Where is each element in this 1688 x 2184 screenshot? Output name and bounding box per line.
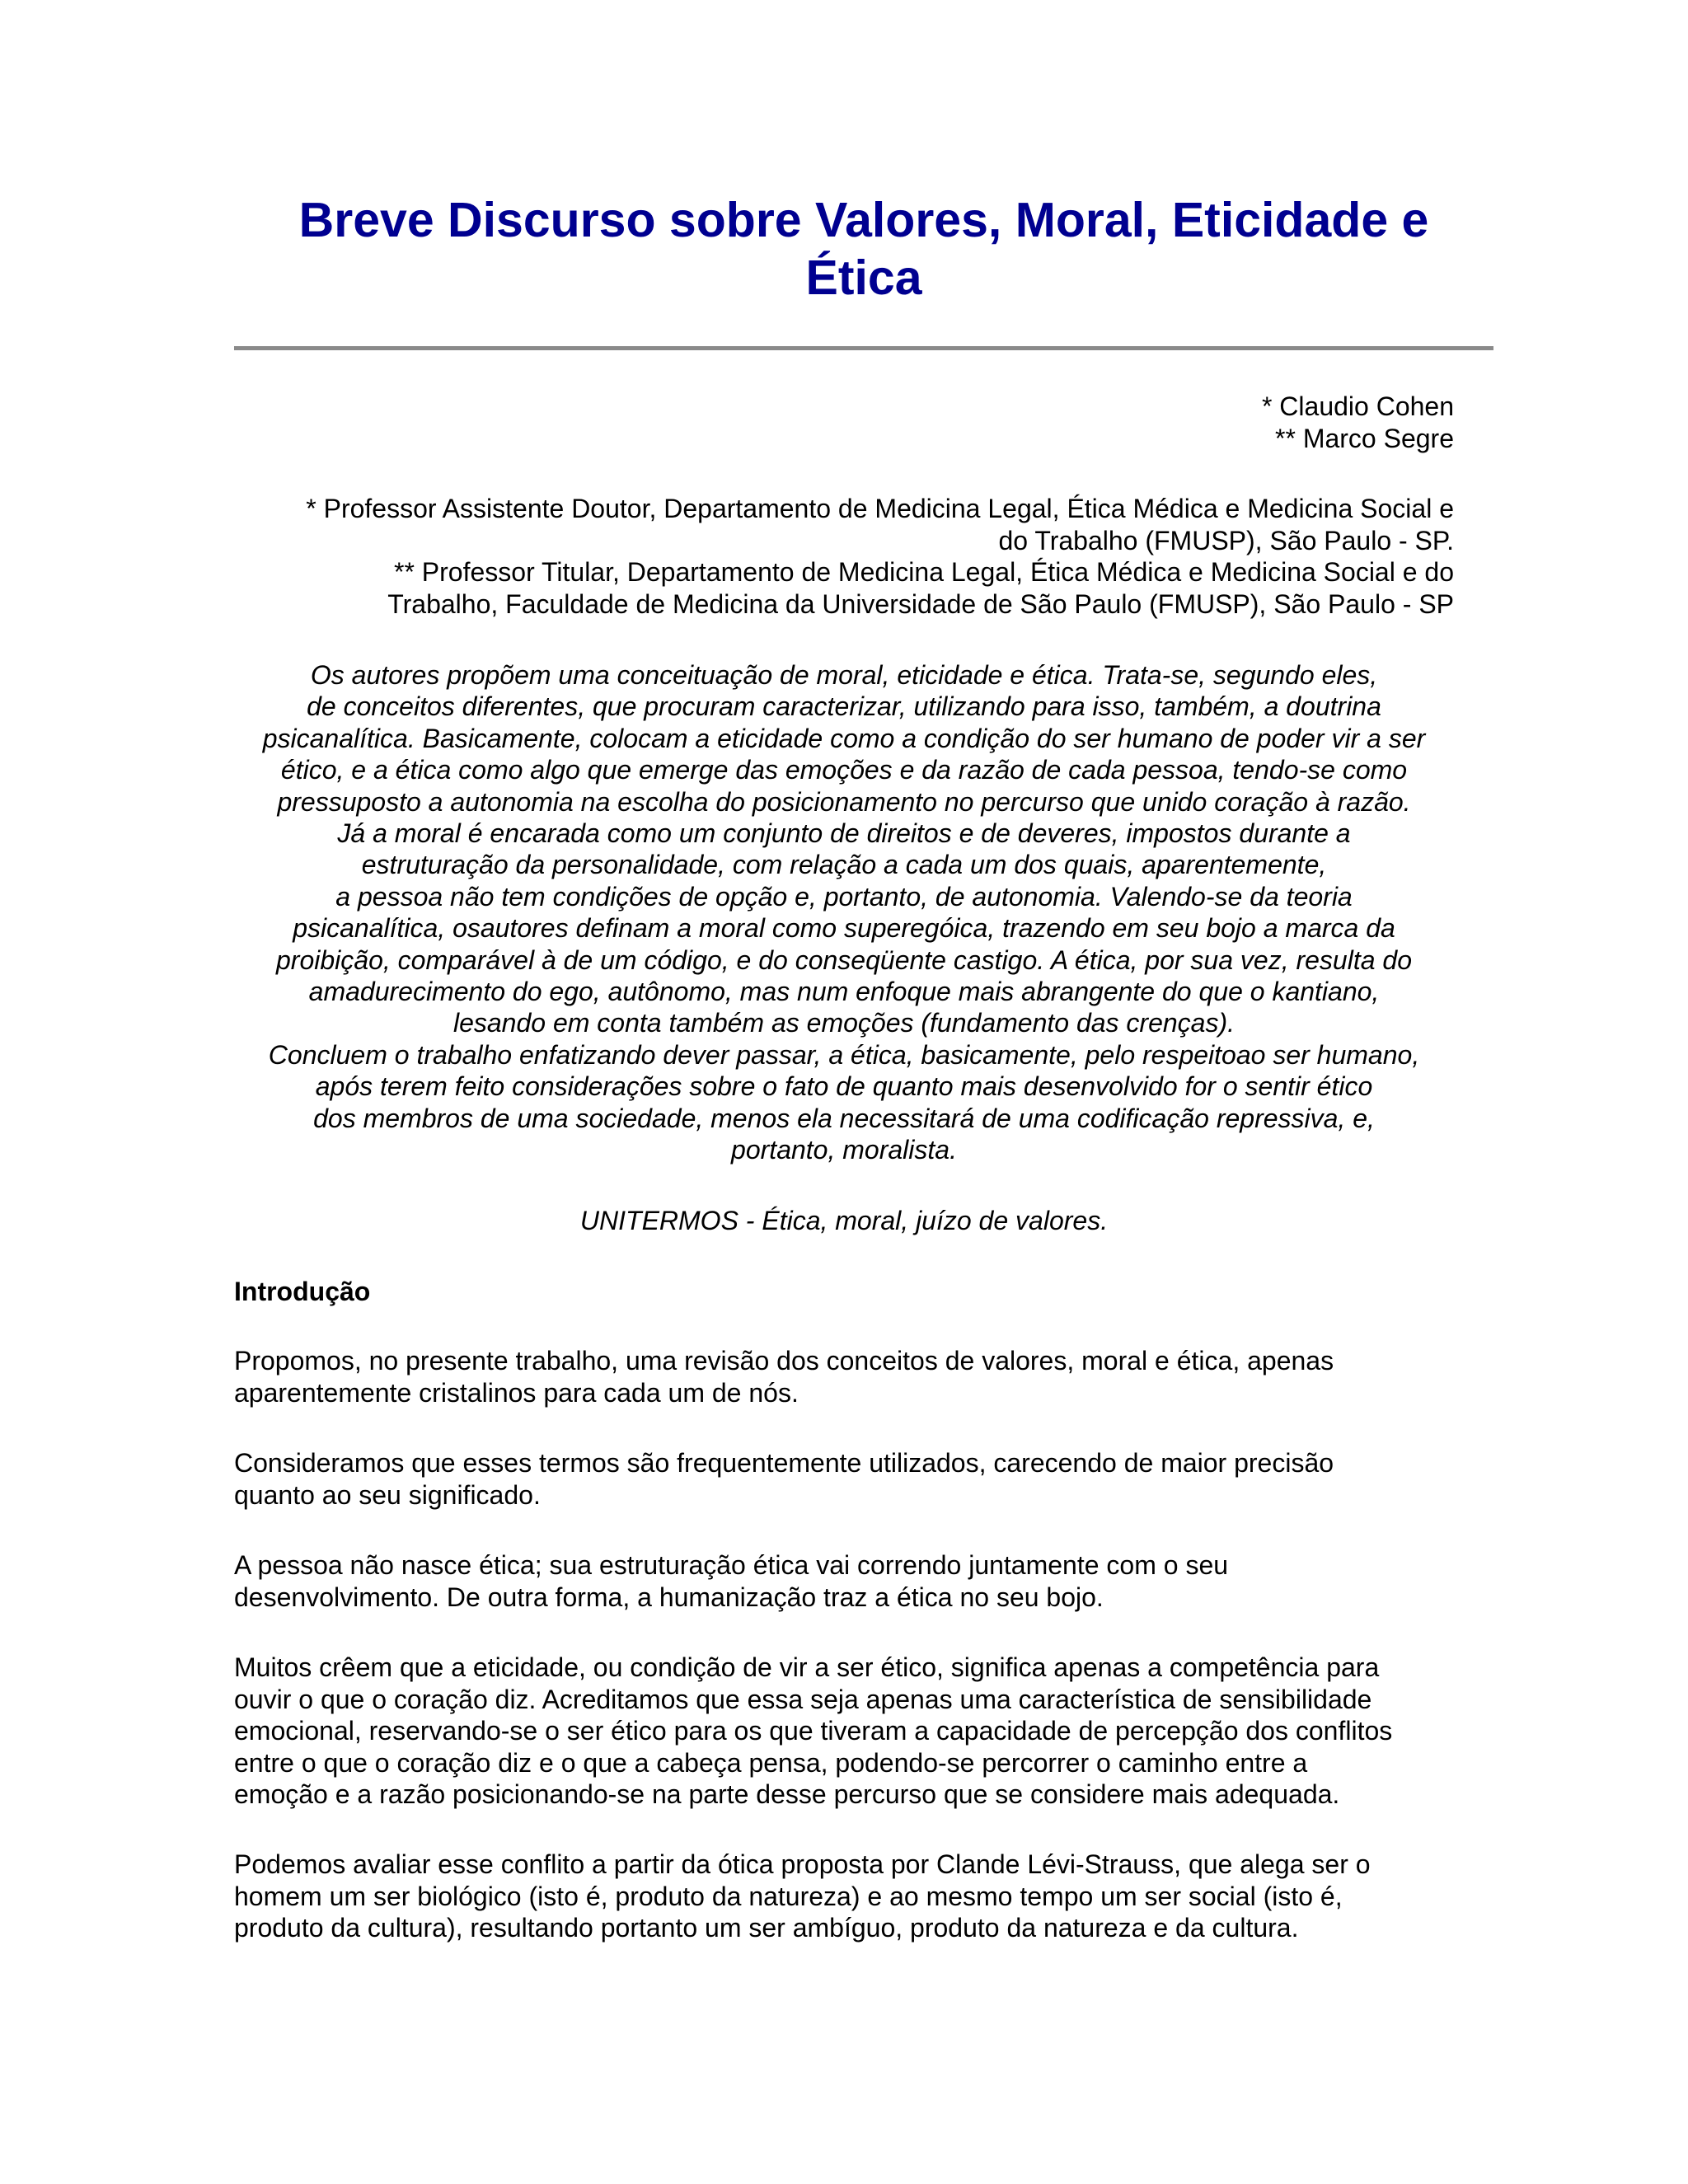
horizontal-divider [234,346,1493,350]
paragraph-line: Propomos, no presente trabalho, uma revisão dos conceitos de valores, moral e ética, apenas [234,1346,1334,1376]
abstract-line: pressuposto a autonomia na escolha do posicionamento no percurso que unido coração à razão. [277,786,1411,817]
body-paragraph [234,1849,1454,1944]
author-affiliations [234,493,1454,620]
affiliation-line: Trabalho, Faculdade de Medicina da Universidade de São Paulo (FMUSP), São Paulo - SP [387,588,1454,619]
paragraph-line: aparentemente cristalinos para cada um de nós. [234,1377,799,1408]
abstract [234,659,1454,1166]
paragraph-line: entre o que o coração diz e o que a cabeça pensa, podendo-se percorrer o caminho entre a [234,1747,1308,1778]
keywords: UNITERMOS - Ética, moral, juízo de valores. [579,1206,1109,1235]
abstract-line: proibição, comparável à de um código, e do conseqüente castigo. A ética, por sua vez, resulta do [276,944,1412,975]
abstract-line: após terem feito considerações sobre o fato de quanto mais desenvolvido for o sentir ético [315,1071,1373,1102]
paragraph-line: produto da cultura), resultando portanto um ser ambíguo, produto da natureza e da cultura. [234,1913,1299,1943]
paragraph-line: Podemos avaliar esse conflito a partir da ótica proposta por Clande Lévi-Strauss, que alega ser o [234,1849,1371,1879]
abstract-line: psicanalítica. Basicamente, colocam a eticidade como a condição do ser humano de poder vir a ser [262,723,1426,753]
paragraph-line: A pessoa não nasce ética; sua estruturação ética vai correndo juntamente com o seu [234,1550,1229,1580]
paragraph-line: emocional, reservando-se o ser ético para os que tiveram a capacidade de percepção dos conflitos [234,1716,1393,1746]
body-paragraph [234,1345,1454,1408]
paragraph-line: homem um ser biológico (isto é, produto da natureza) e ao mesmo tempo um ser social (isto é, [234,1881,1343,1911]
body-paragraph [234,1549,1454,1613]
affiliation-line: do Trabalho (FMUSP), São Paulo - SP. [998,525,1454,555]
body-paragraph [234,1652,1454,1811]
abstract-line: dos membros de uma sociedade, menos ela necessitará de uma codificação repressiva, e, [313,1103,1375,1133]
author-name: ** Marco Segre [1275,424,1454,453]
abstract-line: a pessoa não tem condições de opção e, portanto, de autonomia. Valendo-se da teoria [335,881,1353,912]
affiliation-line: ** Professor Titular, Departamento de Medicina Legal, Ética Médica e Medicina Social e do [393,557,1454,587]
abstract-line: Concluem o trabalho enfatizando dever passar, a ética, basicamente, pelo respeitoao ser humano, [268,1039,1420,1070]
abstract-line: portanto, moralista. [731,1135,957,1165]
abstract-line: Já a moral é encarada como um conjunto de direitos e de deveres, impostos durante a [337,818,1351,849]
paragraph-line: Consideramos que esses termos são frequentemente utilizados, carecendo de maior precisão [234,1448,1334,1478]
author-name: * Claudio Cohen [1261,391,1454,421]
abstract-line: ético, e a ética como algo que emerge das emoções e da razão de cada pessoa, tendo-se como [280,755,1408,785]
title-line: Breve Discurso sobre Valores, Moral, Eticidade e [298,193,1429,247]
abstract-line: psicanalítica, osautores definam a moral como superegóica, trazendo em seu bojo a marca da [293,913,1395,944]
abstract-line: lesando em conta também as emoções (fundamento das crenças). [452,1008,1236,1038]
abstract-line: de conceitos diferentes, que procuram caracterizar, utilizando para isso, também, a doutrina [307,691,1381,722]
section-heading-introduction: Introdução [234,1277,371,1306]
paragraph-line: emoção e a razão posicionando-se na parte desse percurso que se considere mais adequada. [234,1779,1340,1809]
paragraph-line: desenvolvimento. De outra forma, a humanização traz a ética no seu bojo. [234,1582,1104,1612]
abstract-line: estruturação da personalidade, com relação a cada um dos quais, aparentemente, [361,850,1327,880]
body-paragraph [234,1447,1454,1511]
paragraph-line: ouvir o que o coração diz. Acreditamos que essa seja apenas uma característica de sensibilidade [234,1684,1372,1714]
abstract-line: Os autores propõem uma conceituação de moral, eticidade e ética. Trata-se, segundo eles, [310,660,1378,690]
document-title [234,191,1493,307]
author-list [1262,391,1454,455]
paragraph-line: Muitos crêem que a eticidade, ou condição de vir a ser ético, significa apenas a competência para [234,1652,1380,1682]
affiliation-line: * Professor Assistente Doutor, Departamento de Medicina Legal, Ética Médica e Medicina Social e [306,494,1454,523]
abstract-line: amadurecimento do ego, autônomo, mas num enfoque mais abrangente do que o kantiano, [308,977,1380,1007]
title-line: Ética [805,251,922,305]
paragraph-line: quanto ao seu significado. [234,1479,541,1510]
